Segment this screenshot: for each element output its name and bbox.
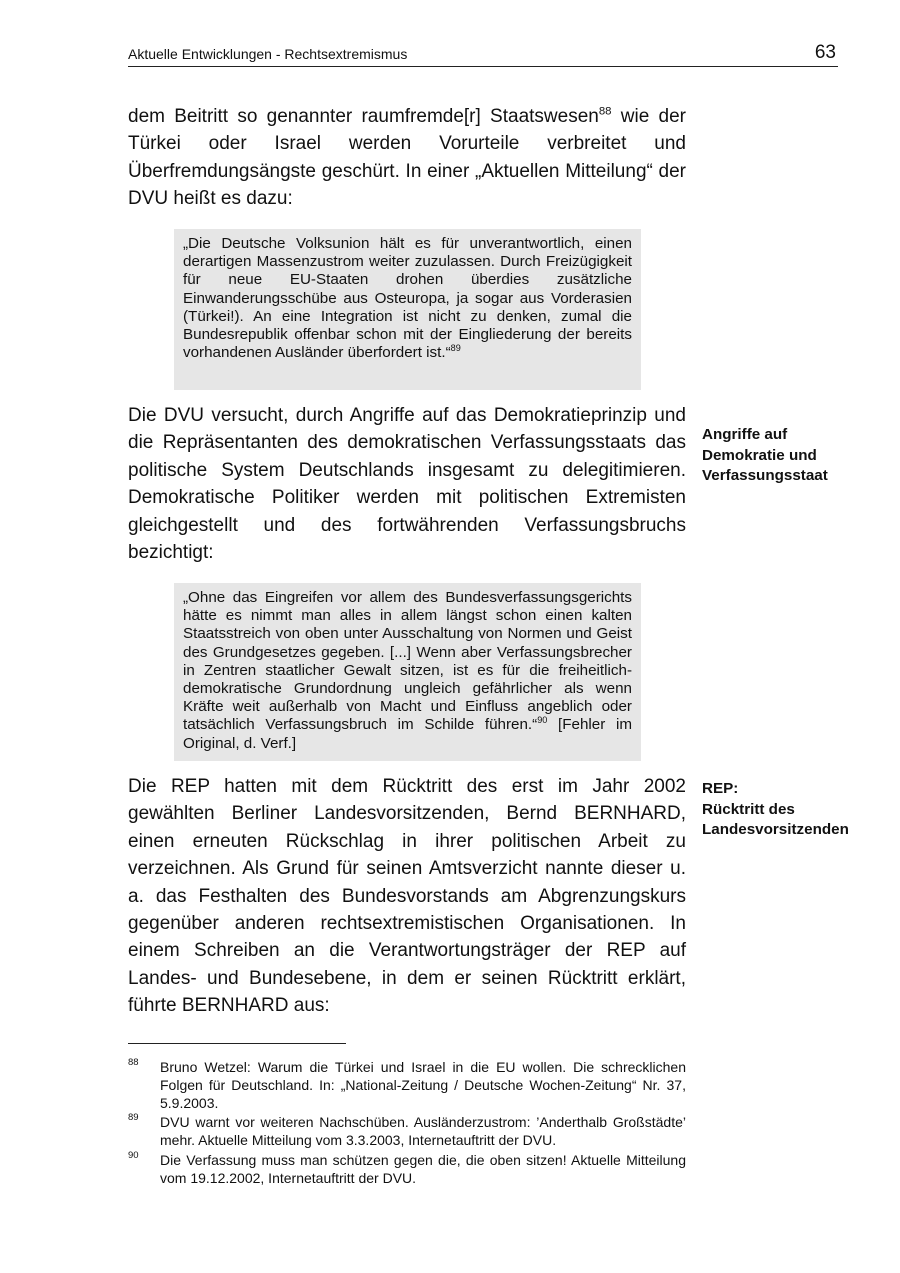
paragraph-2: Die DVU versucht, durch Angriffe auf das Demokratieprinzip und die Repräsentanten des demokratischen Verfassungsstaats das politische System Deutschlands insgesamt zu delegitimieren. Demokratische Politiker werden mit politischen Extremisten gleichgestellt und des fortwährenden Verfassungsbruchs bezichtigt:: [128, 405, 686, 564]
running-header: [128, 40, 838, 67]
margin-note-line: REP:: [702, 780, 739, 797]
paragraph-1-text-after: wie der Türkei oder Israel werden Vorurteile verbreitet und Überfremdungsängste geschürt. In einer „Aktuellen Mitteilung“ der DVU heißt es dazu:: [128, 106, 687, 210]
footnote-ref-89[interactable]: 89: [450, 343, 461, 354]
footnote-89: [128, 1113, 686, 1149]
margin-note-line: Angriffe auf: [702, 426, 788, 443]
paragraph-3: Die REP hatten mit dem Rücktritt des erst im Jahr 2002 gewählten Berliner Landesvorsitzenden, Bernd BERNHARD, einen erneuten Rückschlag in ihrer politischen Arbeit zu verzeichnen. Als Grund für seinen Amtsverzicht nannte dieser u. a. das Festhalten des Bundesvorstands am Abgrenzungskurs gegenüber anderen rechtsextremistischen Organisationen. In einem Schreiben an die Verantwortungsträger der REP auf Landes- und Bundesebene, in dem er seinen Rücktritt erklärt, führte BERNHARD aus:: [128, 776, 686, 1017]
block-quote-2: [174, 583, 641, 761]
paragraph-1-text-before: dem Beitritt so genannter raumfremde[r] Staatswesen: [128, 106, 599, 127]
footnote-number: 89: [128, 1112, 139, 1123]
paragraph-1: [128, 103, 686, 213]
footnote-text: Die Verfassung muss man schützen gegen die, die oben sitzen! Aktuelle Mitteilung vom 19.12.2002, Internetauftritt der DVU.: [160, 1152, 686, 1186]
quote-2-text: „Ohne das Eingreifen vor allem des Bundesverfassungsgerichts hätte es nimmt man alles in allem längst schon einen kalten Staatsstreich von oben unter Ausschaltung von Normen und Geist des Grundgesetzes gegeben. [...] Wenn aber Verfassungsbrecher in Zentren staatlicher Gewalt sitzen, ist es für die freiheitlich-demokratische Grundordnung ungleich gefährlicher als wenn Kräfte weit außerhalb von Macht und Einfluss angeblich oder tatsächlich Verfassungsbruch im Schilde führen.“: [183, 589, 632, 734]
footnote-separator: [128, 1043, 346, 1044]
footnote-88: [128, 1058, 686, 1112]
footnote-90: [128, 1151, 686, 1187]
margin-note-line: Landesvorsitzenden: [702, 821, 849, 838]
margin-note-line: Rücktritt des: [702, 800, 795, 818]
page-number: 63: [814, 42, 836, 63]
footnote-number: 88: [128, 1057, 139, 1068]
footnote-text: DVU warnt vor weiteren Nachschüben. Ausländerzustrom: ’Anderthalb Großstädte’ mehr. Aktuelle Mitteilung vom 3.3.2003, Internetauftritt der DVU.: [160, 1114, 686, 1148]
margin-note-line: Verfassungsstaat: [702, 467, 828, 484]
margin-note-rep: [702, 779, 882, 841]
footnote-text: Bruno Wetzel: Warum die Türkei und Israel in die EU wollen. Die schrecklichen Folgen für Deutschland. In: „National-Zeitung / Deutsche Wochen-Zeitung“ Nr. 37, 5.9.2003.: [160, 1059, 686, 1111]
margin-note-line: Demokratie und: [702, 446, 817, 464]
footnote-number: 90: [128, 1150, 139, 1161]
header-title: Aktuelle Entwicklungen - Rechtsextremismus: [128, 46, 408, 62]
block-quote-1: [174, 229, 641, 390]
quote-1-text: „Die Deutsche Volksunion hält es für unverantwortlich, einen derartigen Massenzustrom weiter zuzulassen. Durch Freizügigkeit für neue EU-Staaten drohen überdies zusätzliche Einwanderungsschübe aus Osteuropa, ja sogar aus Vorderasien (Türkei!). An eine Integration ist nicht zu denken, zumal die Bundesrepublik offenbar schon mit der Eingliederung der bereits vorhandenen Ausländer überfordert ist.“: [183, 235, 632, 362]
margin-note-angriffe: [702, 425, 882, 487]
footnote-ref-88[interactable]: 88: [598, 105, 612, 118]
quote-2-note: [Fehler im Original, d. Verf.]: [183, 716, 633, 752]
footnote-ref-90[interactable]: 90: [537, 715, 548, 726]
